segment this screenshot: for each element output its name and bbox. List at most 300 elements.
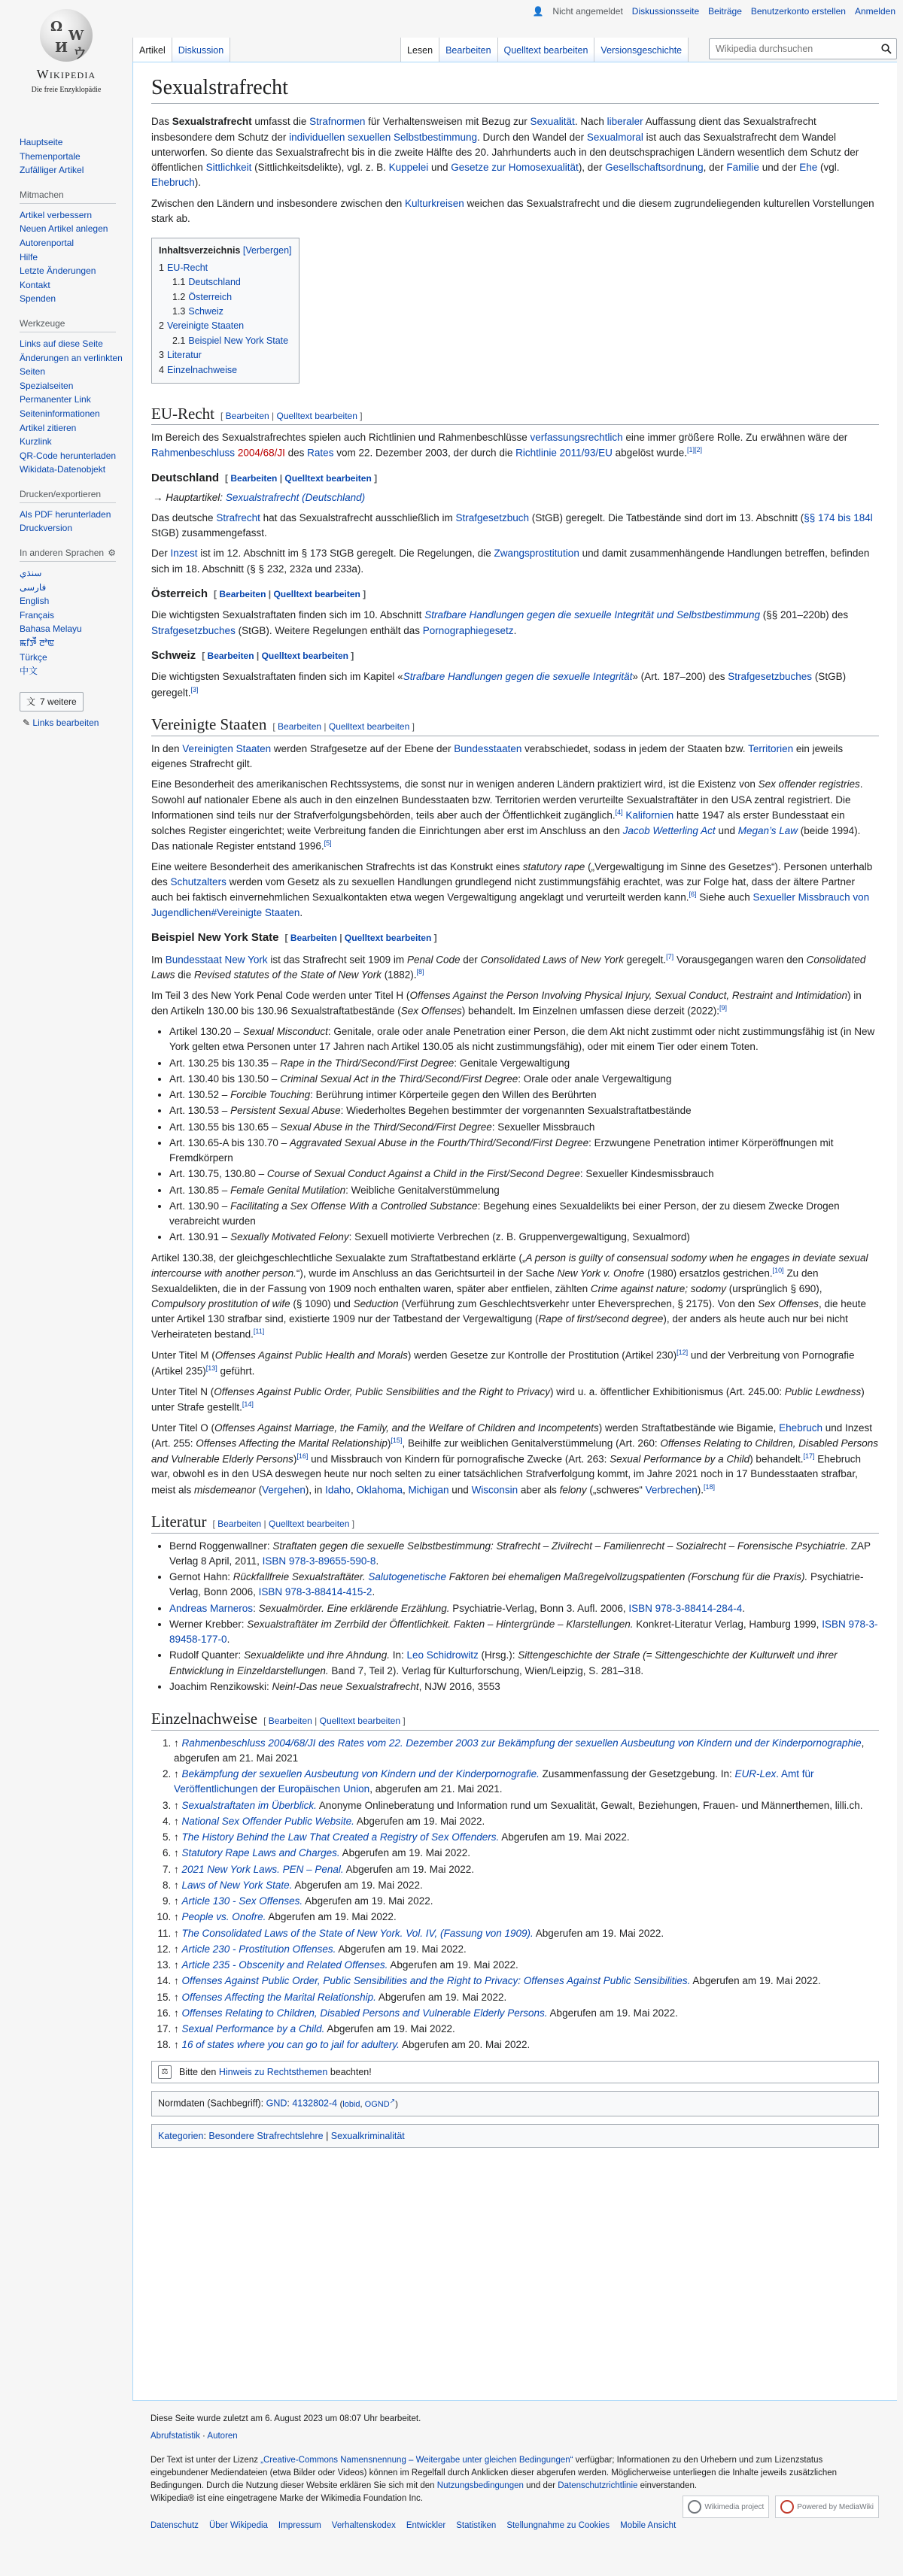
- inline-link[interactable]: Sexualstrafrecht (Deutschland): [225, 491, 366, 503]
- footer-links: [150, 2520, 879, 2532]
- sidebar-item-link[interactable]: Spezialseiten: [20, 380, 74, 391]
- inline-link[interactable]: ISBN 978-3-88414-284-4: [628, 1602, 743, 1614]
- inline-link[interactable]: verfassungsrechtlich: [530, 432, 623, 444]
- main-content: [132, 62, 897, 2401]
- sidebar-drucken: [20, 487, 132, 536]
- tab-edit-source[interactable]: [497, 38, 594, 62]
- wikimedia-badge[interactable]: [683, 2496, 769, 2518]
- puzzle-globe-icon: Ω W И ウ: [40, 9, 93, 62]
- language-link[interactable]: [20, 636, 132, 651]
- sidebar-item[interactable]: [20, 250, 132, 265]
- sidebar-item[interactable]: [20, 222, 132, 236]
- edit-source-link[interactable]: Quelltext bearbeiten: [261, 650, 348, 661]
- inline-link[interactable]: 16 of states where you can go to jail for adultery.: [181, 2039, 400, 2051]
- inline-link[interactable]: Kategorien: [158, 2130, 204, 2141]
- language-link[interactable]: [20, 594, 132, 608]
- authority-control: Normdaten (Sachbegriff): GND: 4132802-4 (lobid, OGND↗): [151, 2091, 879, 2116]
- reference-item: 18. ↑ 16 of states where you can go to jail for adultery. Abgerufen am 20. Mai 2022.: [174, 2037, 879, 2053]
- section-title: Schweiz: [151, 648, 196, 662]
- language-link-link[interactable]: ꯃꯤꯇꯩ ꯂꯣꯟ: [20, 638, 55, 649]
- inline-link[interactable]: Einzelnachweise: [166, 364, 238, 375]
- edit-link[interactable]: Bearbeiten: [268, 1716, 312, 1727]
- sidebar-mitmachen: [20, 188, 132, 306]
- legal-notice-text: Bitte den Hinweis zu Rechtsthemen beachten!: [179, 2066, 372, 2077]
- toc-item[interactable]: 4 Einzelnachweise: [159, 364, 238, 375]
- inline-link[interactable]: Offenses Against Public Order, Public Sensibilities and the Right to Privacy: Offenses Against Public Sensibilities.: [181, 1975, 691, 1987]
- inline-link[interactable]: Megan’s Law: [737, 824, 798, 836]
- edit-link[interactable]: Bearbeiten: [225, 410, 269, 421]
- footer: [132, 2401, 897, 2540]
- inline-link[interactable]: Kulturkreisen: [404, 197, 464, 209]
- inline-link[interactable]: 2021 New York Laws. PEN – Penal.: [181, 1863, 344, 1875]
- inline-link[interactable]: Sexualkriminalität: [330, 2130, 405, 2141]
- language-link-link[interactable]: فارسی: [20, 581, 47, 593]
- tab-discussion[interactable]: [172, 38, 230, 62]
- language-link[interactable]: [20, 664, 132, 678]
- inline-link[interactable]: Vereinigte Staaten: [166, 320, 245, 332]
- paragraph: Im Bundesstaat New York ist das Strafrecht seit 1909 im Penal Code der Consolidated Laws of New York geregelt.[7] Vorausgegangen waren den Consolidated Laws die Revised statutes of the State of New York (1882).[8]: [151, 952, 866, 981]
- sidebar-item-link[interactable]: Hilfe: [20, 251, 38, 262]
- inline-link[interactable]: Schweiz: [188, 306, 223, 317]
- section-heading: [151, 1511, 879, 1533]
- sidebar-item[interactable]: [20, 264, 132, 278]
- language-link[interactable]: [20, 608, 132, 623]
- talk-link[interactable]: Diskussionsseite: [631, 6, 700, 17]
- section-title: EU-Recht: [151, 404, 214, 423]
- reference-item: 10. ↑ People vs. Onofre. Abgerufen am 19. Mai 2022.: [174, 1910, 879, 1925]
- inline-link[interactable]: Bekämpfung der sexuellen Ausbeutung von Kindern und der Kinderpornografie.: [181, 1768, 540, 1780]
- language-link-link[interactable]: Bahasa Melayu: [20, 624, 82, 635]
- inline-link[interactable]: Familie: [726, 162, 759, 174]
- inline-link[interactable]: Article 230 - Prostitution Offenses.: [181, 1943, 336, 1955]
- section-heading: [151, 1708, 879, 1730]
- translate-icon: 文: [26, 696, 36, 707]
- sidebar-item-link[interactable]: Hauptseite: [20, 137, 63, 147]
- inline-link[interactable]: EUR-Lex. Amt für Veröffentlichungen der Europäischen Union: [174, 1768, 814, 1795]
- toc-title: [159, 244, 292, 258]
- paragraph: Unter Titel N (Offenses Against Public Order, Public Sensibilities and the Right to Privacy) wird u. a. öffentlicher Exhibitionismus (Art. 245.00: Public Lewdness) unter Strafe gestellt.[14]: [151, 1385, 865, 1413]
- sidebar-item[interactable]: [20, 150, 132, 164]
- language-link[interactable]: [20, 581, 132, 595]
- sidebar-item[interactable]: [20, 351, 132, 379]
- list-item: • Art. 130.85 – Female Genital Mutilation: Weibliche Genitalverstümmelung: [169, 1183, 879, 1198]
- reference-item: 13. ↑ Article 235 - Obscenity and Related Offenses. Abgerufen am 19. Mai 2022.: [174, 1958, 879, 1973]
- section-title: Vereinigte Staaten: [151, 715, 267, 734]
- inline-link[interactable]: Strafgesetzbuch: [455, 511, 530, 523]
- section-title: Literatur: [151, 1513, 207, 1531]
- paragraph: Unter Titel O (Offenses Against Marriage, the Family, and the Welfare of Children and Incompetents) werden Straftatbestände wie Bigamie, Ehebruch und Inzest (Art. 255: Offenses Affecting the Marital Relationship)[15], Beihilfe zur weiblichen Genitalverstümmelung (Art. 260: Offenses Relating to Children, Disabled Persons and Vulnerable Elderly Persons)[16] und Missbrauch von Kindern für pornografische Zwecke (Art. 263: Sexual Performance by a Child) behandelt.[17] Ehebruch war, obwohl es in den USA deswegen heute nur noch selten zu einer tatsächlichen Strafverfolgung kommt, im Jahre 2021 noch in 17 Bundesstaaten strafbar, meist als misdemeanor (Vergehen), in Idaho, Oklahoma, Michigan und Wisconsin aber als felony („schweres“ Verbrechen).[18]: [151, 1422, 878, 1496]
- portal-heading: Drucken/exportieren: [20, 487, 116, 503]
- sidebar-item-link[interactable]: Autorenportal: [20, 237, 74, 248]
- inline-link[interactable]: GND: [266, 2098, 287, 2109]
- sidebar-item[interactable]: [20, 337, 132, 351]
- inline-link[interactable]: Zwangsprostitution: [494, 548, 579, 560]
- inline-link[interactable]: EU-Recht: [166, 262, 208, 273]
- inline-link[interactable]: Ehebruch: [151, 177, 195, 189]
- inline-link[interactable]: Sexualmoral: [586, 131, 643, 143]
- inline-link[interactable]: Strafrecht: [216, 511, 260, 523]
- reference-item: 15. ↑ Offenses Affecting the Marital Relationship. Abgerufen am 19. Mai 2022.: [174, 1990, 879, 2005]
- sidebar-item-link[interactable]: Seiteninformationen: [20, 408, 100, 419]
- inline-link[interactable]: Strafgesetzbuches: [728, 671, 813, 683]
- sidebar-item[interactable]: [20, 421, 132, 435]
- sidebar-item[interactable]: [20, 292, 132, 306]
- inline-link[interactable]: Idaho: [325, 1484, 351, 1496]
- reference-item: 11. ↑ The Consolidated Laws of the State of New York. Vol. IV, (Fassung von 1909). Abgerufen am 19. Mai 2022.: [174, 1926, 879, 1941]
- inline-link[interactable]: Pornographiegesetz: [422, 624, 514, 636]
- footer-link[interactable]: Mobile Ansicht: [620, 2520, 676, 2530]
- section-edit-links: [ Bearbeiten | Quelltext bearbeiten ]: [202, 650, 354, 661]
- inline-link[interactable]: Leo Schidrowitz: [406, 1649, 479, 1661]
- inline-link[interactable]: Laws of New York State.: [181, 1879, 293, 1891]
- inline-link[interactable]: Autoren: [207, 2432, 238, 2441]
- edit-links[interactable]: [23, 716, 132, 730]
- edit-source-link[interactable]: Quelltext bearbeiten: [276, 410, 357, 421]
- list-item: • Art. 130.53 – Persistent Sexual Abuse: Wiederholtes Begehen bestimmter der vorgenannten Sexualstraftatbestände: [169, 1103, 879, 1118]
- literature-item: • Bernd Roggenwallner: Straftaten gegen die sexuelle Selbstbestimmung: Strafrecht – Zivilrecht – Familienrecht – Sozialrecht – Forensische Psychiatrie. ZAP Verlag 8 April, 2011, ISBN 978-3-89655-590-8.: [169, 1539, 879, 1570]
- language-link-link[interactable]: Türkçe: [20, 651, 47, 663]
- language-link-link[interactable]: سنڌي: [20, 568, 42, 579]
- portal-heading: Werkzeuge: [20, 317, 116, 332]
- inline-link[interactable]: Wisconsin: [471, 1484, 518, 1496]
- sidebar-item[interactable]: [20, 435, 132, 449]
- inline-link[interactable]: Österreich: [188, 291, 233, 302]
- section-edit-links: [ Bearbeiten | Quelltext bearbeiten ]: [212, 1519, 355, 1530]
- list-item: • Art. 130.55 bis 130.65 – Sexual Abuse in the Third/Second/First Degree: Sexueller Missbrauch: [169, 1120, 879, 1135]
- inline-link[interactable]: ISBN 978-3-88414-415-2: [258, 1586, 372, 1598]
- footer-link[interactable]: Statistiken: [456, 2520, 497, 2530]
- inline-link[interactable]: Hinweis zu Rechtsthemen: [218, 2066, 328, 2077]
- section-edit-links: [ Bearbeiten | Quelltext bearbeiten ]: [284, 933, 437, 944]
- edit-link[interactable]: Bearbeiten: [230, 473, 278, 484]
- footer-stats-links: Abrufstatistik · Autoren: [150, 2432, 238, 2441]
- inline-link[interactable]: Strafnormen: [309, 116, 366, 128]
- sidebar-item-link[interactable]: Druckversion: [20, 523, 73, 534]
- legal-notice-box: [151, 2061, 879, 2084]
- reference-item: 9. ↑ Article 130 - Sex Offenses. Abgerufen am 19. Mai 2022.: [174, 1894, 879, 1909]
- reference-item: 6. ↑ Statutory Rape Laws and Charges. Abgerufen am 19. Mai 2022.: [174, 1846, 879, 1861]
- tab-label: Versionsgeschichte: [600, 45, 683, 56]
- tab-label: Lesen: [407, 45, 433, 56]
- footer-link[interactable]: Entwickler: [406, 2520, 446, 2530]
- reference-item: 17. ↑ Sexual Performance by a Child. Abgerufen am 19. Mai 2022.: [174, 2022, 879, 2037]
- sidebar-item-link[interactable]: QR-Code herunterladen: [20, 450, 117, 461]
- reference-item: 5. ↑ The History Behind the Law That Created a Registry of Sex Offenders. Abgerufen am 19. Mai 2022.: [174, 1830, 879, 1845]
- list-item: • Art. 130.75, 130.80 – Course of Sexual Conduct Against a Child in the First/Second Degree: Sexueller Kindesmissbrauch: [169, 1167, 879, 1182]
- wikimedia-icon: [688, 2500, 701, 2514]
- literature-item: • Werner Krebber: Sexualstraftäter im Zerrbild der Öffentlichkeit. Fakten – Hintergründe – Klarstellungen. Konkret-Literatur Verlag, Hamburg 1999, ISBN 978-3-89458-177-0.: [169, 1617, 879, 1648]
- inline-link[interactable]: Richtlinie 2011/93/EU: [515, 447, 613, 459]
- inline-link[interactable]: Besondere Strafrechtslehre: [208, 2130, 324, 2141]
- sidebar-item-link[interactable]: Artikel zitieren: [20, 422, 77, 433]
- reference-item: 16. ↑ Offenses Relating to Children, Disabled Persons and Vulnerable Elderly Persons. Abgerufen am 19. Mai 2022.: [174, 2006, 879, 2021]
- sidebar-item[interactable]: [20, 508, 132, 522]
- inline-link[interactable]: Strafbare Handlungen gegen die sexuelle Integrität und Selbstbestimmung: [424, 609, 760, 621]
- sidebar-item[interactable]: [20, 236, 132, 250]
- inline-link[interactable]: Inzest: [170, 548, 198, 560]
- literature-item: • Gernot Hahn: Rückfallfreie Sexualstraftäter. Salutogenetische Faktoren bei ehemaligen Maßregelvollzugspatienten (Forschung für die Praxis). Psychiatrie-Verlag, Bonn 2006, ISBN 978-3-88414-415-2.: [169, 1570, 879, 1601]
- intro-paragraph-2: Zwischen den Ländern und insbesondere zwischen den Kulturkreisen weichen das Sexualstrafrecht und die diesem zugrundeliegenden kulturellen Vorstellungen stark ab.: [151, 197, 874, 224]
- mediawiki-badge[interactable]: [775, 2496, 879, 2518]
- badge-label: Powered by MediaWiki: [797, 2502, 874, 2511]
- sidebar-item-link[interactable]: Kurzlink: [20, 436, 52, 448]
- reference-item: 8. ↑ Laws of New York State. Abgerufen am 19. Mai 2022.: [174, 1878, 879, 1893]
- inline-link[interactable]: Kuppelei: [388, 162, 429, 174]
- mediawiki-icon: [780, 2500, 794, 2514]
- inline-link[interactable]: The Consolidated Laws of the State of New York. Vol. IV, (Fassung von 1909).: [181, 1927, 534, 1939]
- sidebar-item-link[interactable]: Neuen Artikel anlegen: [20, 223, 108, 235]
- reference-item: 14. ↑ Offenses Against Public Order, Public Sensibilities and the Right to Privacy: Offenses Against Public Sensibilities. Abgerufen am 19. Mai 2022.: [174, 1974, 879, 1989]
- inline-link[interactable]: Ehebruch: [779, 1422, 822, 1434]
- section-title: Einzelnachweise: [151, 1710, 258, 1728]
- sidebar-item[interactable]: [20, 163, 132, 177]
- inline-link[interactable]: Sexualität: [530, 116, 575, 128]
- category-links: Kategorien: Besondere Strafrechtslehre | Sexualkriminalität: [151, 2124, 879, 2149]
- toc-item[interactable]: 1.1 Deutschland: [172, 277, 241, 288]
- subsection-heading: [151, 470, 879, 487]
- tab-edit[interactable]: [439, 38, 497, 62]
- tab-read[interactable]: [400, 38, 439, 62]
- footer-link[interactable]: Verhaltenskodex: [331, 2520, 396, 2530]
- inline-link[interactable]: Strafbare Handlungen gegen die sexuelle Integrität: [403, 671, 633, 683]
- more-languages-button[interactable]: [20, 692, 84, 712]
- inline-link[interactable]: People vs. Onofre.: [181, 1911, 266, 1923]
- inline-link[interactable]: Jacob Wetterling Act: [622, 824, 716, 836]
- inline-link[interactable]: Verbrechen: [645, 1484, 698, 1496]
- table-of-contents: [151, 238, 299, 384]
- sidebar-item-link[interactable]: Themenportale: [20, 150, 81, 162]
- inline-link[interactable]: The History Behind the Law That Created a Registry of Sex Offenders.: [181, 1831, 500, 1843]
- inline-link[interactable]: Sexueller Missbrauch von Jugendlichen#Vereinigte Staaten: [151, 891, 870, 918]
- inline-link[interactable]: Nutzungsbedingungen: [436, 2481, 524, 2490]
- language-link[interactable]: [20, 622, 132, 636]
- inline-link[interactable]: Sexual Performance by a Child.: [181, 2023, 325, 2035]
- subsection-heading: [151, 648, 879, 665]
- inline-link[interactable]: Abrufstatistik: [150, 2432, 200, 2441]
- language-link-link[interactable]: Français: [20, 609, 55, 620]
- inline-link[interactable]: ISBN 978-3-89458-177-0: [169, 1618, 878, 1646]
- sidebar-werkzeuge: [20, 317, 132, 477]
- inline-link[interactable]: Gesellschaftsordnung: [605, 162, 704, 174]
- toc-item[interactable]: 2 Vereinigte Staaten: [159, 320, 245, 332]
- inline-link[interactable]: liberaler: [607, 116, 643, 128]
- sidebar-item-link[interactable]: Als PDF herunterladen: [20, 508, 111, 520]
- footer-link[interactable]: Über Wikipedia: [208, 2520, 268, 2530]
- edit-link[interactable]: Bearbeiten: [219, 588, 266, 599]
- section-heading: [151, 714, 879, 736]
- sidebar-item-link[interactable]: Zufälliger Artikel: [20, 165, 84, 176]
- license-text: Der Text ist unter der Lizenz „Creative-Commons Namensnennung – Weitergabe unter gleichen Bedingungen“ verfügbar; Informationen zu den Urhebern und zum Lizenzstatus eingebundener Mediendateien (etwa Bilder oder Videos) können im Regelfall durch Anklicken dieser abgerufen werden. Möglicherweise unterliegen die Inhalte jeweils zusätzlichen Bedingungen. Durch die Nutzung dieser Website erklären Sie sich mit den Nutzungsbedingungen und der Datenschutzrichtlinie einverstanden. Wikipedia® ist eine eingetragene Marke der Wikimedia Foundation Inc.: [150, 2455, 838, 2504]
- subsection-heading: [151, 586, 879, 603]
- badge-label: Wikimedia project: [704, 2502, 765, 2511]
- inline-link[interactable]: Beispiel New York State: [188, 335, 289, 346]
- page-title: Sexualstrafrecht: [151, 74, 879, 104]
- scales-icon: ⚖: [158, 2065, 172, 2079]
- search-icon[interactable]: [877, 39, 896, 59]
- sidebar-item[interactable]: [20, 393, 132, 407]
- footer-link[interactable]: Datenschutz: [150, 2520, 199, 2530]
- toc-item[interactable]: 1.3 Schweiz: [172, 306, 223, 317]
- edit-source-link[interactable]: Quelltext bearbeiten: [319, 1716, 401, 1727]
- inline-link[interactable]: Article 130 - Sex Offenses.: [181, 1895, 303, 1907]
- inline-link[interactable]: Territorien: [748, 742, 794, 754]
- edit-link[interactable]: Bearbeiten: [290, 933, 337, 944]
- sidebar-item-link[interactable]: Letzte Änderungen: [20, 265, 96, 277]
- inline-link[interactable]: OGND: [364, 2099, 390, 2109]
- reference-item: 1. ↑ Rahmenbeschluss 2004/68/JI des Rates vom 22. Dezember 2003 zur Bekämpfung der sexuellen Ausbeutung von Kindern und der Kinderpornographie, abgerufen am 21. Mai 2021: [174, 1736, 879, 1767]
- section-title: Deutschland: [151, 472, 220, 485]
- inline-link[interactable]: Oklahoma: [356, 1484, 403, 1496]
- view-tabs: [400, 38, 689, 62]
- sidebar-item[interactable]: [20, 278, 132, 293]
- user-icon: 👤: [532, 6, 544, 17]
- tab-label: Quelltext bearbeiten: [503, 45, 588, 56]
- languages-heading: In anderen Sprachen: [20, 548, 105, 559]
- language-link-link[interactable]: English: [20, 596, 50, 607]
- inline-link[interactable]: Michigan: [408, 1484, 449, 1496]
- inline-link[interactable]: Schutzalters: [170, 875, 227, 887]
- edit-source-link[interactable]: Quelltext bearbeiten: [273, 588, 360, 599]
- tab-history[interactable]: [594, 38, 689, 62]
- reference-item: 12. ↑ Article 230 - Prostitution Offenses. Abgerufen am 19. Mai 2022.: [174, 1942, 879, 1957]
- tab-label: Diskussion: [178, 45, 224, 56]
- inline-link[interactable]: Vergehen: [262, 1484, 306, 1496]
- sidebar-item[interactable]: [20, 407, 132, 421]
- tab-article[interactable]: [132, 38, 172, 62]
- inline-link[interactable]: Offenses Affecting the Marital Relationship.: [181, 1991, 376, 2003]
- toc-item[interactable]: 1 EU-Recht: [159, 262, 208, 273]
- inline-link[interactable]: Gesetze zur Homosexualität: [451, 162, 579, 174]
- footer-link[interactable]: Impressum: [278, 2520, 321, 2530]
- contributions-link[interactable]: Beiträge: [708, 6, 742, 17]
- toc-item[interactable]: 2.1 Beispiel New York State: [172, 335, 289, 346]
- sidebar-item[interactable]: [20, 379, 132, 393]
- language-link[interactable]: [20, 566, 132, 581]
- inline-link[interactable]: Article 235 - Obscenity and Related Offenses.: [181, 1959, 388, 1971]
- list-item: • Artikel 130.20 – Sexual Misconduct: Genitale, orale oder anale Penetration einer Person, die dem Akt nicht zustimmt oder nicht zustimmungsfähig ist (in New York gelten etwa Personen unter 17 Jahren nach Artikel 130.05 als nicht zustimmungsfähig), oder mit einem Tier oder einem Toten.: [169, 1024, 879, 1055]
- toc-item[interactable]: 1.2 Österreich: [172, 291, 233, 302]
- section-title: Beispiel New York State: [151, 931, 279, 945]
- section-title: Österreich: [151, 587, 208, 600]
- inline-link[interactable]: Deutschland: [188, 277, 241, 288]
- sidebar-item-link[interactable]: Links auf diese Seite: [20, 338, 103, 349]
- literature-item: • Andreas Marneros: Sexualmörder. Eine erklärende Erzählung. Psychiatrie-Verlag, Bonn 3. Aufl. 2006, ISBN 978-3-88414-284-4.: [169, 1601, 879, 1616]
- sidebar-item-link[interactable]: Änderungen an verlinkten Seiten: [20, 352, 123, 378]
- reference-item: 4. ↑ National Sex Offender Public Website. Abgerufen am 19. Mai 2022.: [174, 1814, 879, 1829]
- inline-link[interactable]: Salutogenetische: [368, 1571, 446, 1583]
- sidebar-item[interactable]: [20, 135, 132, 150]
- reference-item: 7. ↑ 2021 New York Laws. PEN – Penal. Abgerufen am 19. Mai 2022.: [174, 1862, 879, 1877]
- inline-link[interactable]: National Sex Offender Public Website.: [181, 1815, 354, 1827]
- search-input[interactable]: [716, 44, 877, 54]
- inline-link[interactable]: Statutory Rape Laws and Charges.: [181, 1847, 340, 1859]
- list-item: • Art. 130.25 bis 130.35 – Rape in the Third/Second/First Degree: Genitale Vergewaltigung: [169, 1056, 879, 1071]
- search-box: [709, 38, 897, 59]
- edit-links-label: Links bearbeiten: [32, 717, 99, 728]
- main-article-hatnote: → Hauptartikel: Sexualstrafrecht (Deutschland): [153, 491, 366, 503]
- edit-source-link[interactable]: Quelltext bearbeiten: [344, 933, 432, 944]
- edit-source-link[interactable]: Quelltext bearbeiten: [328, 721, 410, 733]
- tab-label: Artikel: [139, 45, 166, 56]
- inline-link[interactable]: Bundesstaat New York: [165, 954, 268, 966]
- inline-link[interactable]: Strafgesetzbuches: [151, 624, 236, 636]
- inline-link[interactable]: Sexualstraftaten im Überblick.: [181, 1799, 317, 1811]
- sidebar-item[interactable]: [20, 449, 132, 463]
- sidebar-item-link[interactable]: Permanenter Link: [20, 394, 91, 405]
- sidebar-item-link[interactable]: Kontakt: [20, 279, 50, 290]
- user-toolbar: [532, 5, 895, 18]
- sidebar-item[interactable]: [20, 521, 132, 536]
- paragraph: Im Teil 3 des New York Penal Code werden unter Titel H (Offenses Against the Person Involving Physical Injury, Sexual Conduct, Restraint and Intimidation) in den Artikeln 130.00 bis 130.96 Sexualstraftatbestände (Sex Offenses) behandelt. Im Einzelnen umfassen diese derzeit (2022):[9]: [151, 990, 862, 1017]
- inline-link[interactable]: Rates: [307, 447, 334, 459]
- list-item: • Art. 130.90 – Facilitating a Sex Offense With a Controlled Substance: Begehung eines Sexualdelikts bei einer Person, der zu diesem Zwecke Drogen verabreicht wurden: [169, 1199, 879, 1230]
- gear-icon[interactable]: ⚙: [108, 548, 116, 559]
- tab-label: Bearbeiten: [445, 45, 491, 56]
- footer-link[interactable]: Stellungnahme zu Cookies: [506, 2520, 610, 2530]
- inline-link[interactable]: individuellen sexuellen Selbstbestimmung: [289, 131, 478, 143]
- sidebar-item-link[interactable]: Wikidata-Datenobjekt: [20, 464, 106, 475]
- edit-link[interactable]: Bearbeiten: [278, 721, 322, 733]
- edit-source-link[interactable]: Quelltext bearbeiten: [268, 1519, 350, 1530]
- inline-link[interactable]: §§ 174 bis 184l: [804, 511, 873, 523]
- inline-link[interactable]: Offenses Relating to Children, Disabled Persons and Vulnerable Elderly Persons.: [181, 2007, 548, 2019]
- inline-link[interactable]: Vereinigten Staaten: [182, 742, 272, 754]
- more-languages-label: 7 weitere: [40, 696, 77, 707]
- paragraph: Das deutsche Strafrecht hat das Sexualstrafrecht ausschließlich im Strafgesetzbuch (StGB) geregelt. Die Tatbestände sind dort im 13. Abschnitt (§§ 174 bis 184l StGB) zusammengefasst.: [151, 511, 873, 539]
- namespace-tabs: [132, 38, 230, 62]
- sidebar-item[interactable]: [20, 463, 132, 477]
- paragraph: Unter Titel M (Offenses Against Public Health and Morals) werden Gesetze zur Kontrolle der Prostitution (Artikel 230)[12] und der Verbreitung von Pornografie (Artikel 235)[13] geführt.: [151, 1349, 855, 1377]
- list-item: • Art. 130.40 bis 130.50 – Criminal Sexual Act in the Third/Second/First Degree: Orale oder anale Vergewaltigung: [169, 1072, 879, 1087]
- section-heading: [151, 403, 879, 425]
- toc-hide-toggle[interactable]: [Verbergen]: [242, 245, 292, 256]
- inline-link[interactable]: Rahmenbeschluss: [151, 447, 236, 459]
- last-modified: Diese Seite wurde zuletzt am 6. August 2023 um 08:07 Uhr bearbeitet.: [150, 2414, 421, 2423]
- language-link-link[interactable]: 中文: [20, 666, 38, 677]
- inline-link[interactable]: Ehe: [799, 162, 818, 174]
- inline-link[interactable]: Bundesstaaten: [454, 742, 522, 754]
- sidebar-item[interactable]: [20, 208, 132, 223]
- paragraph: Artikel 130.38, der gleichgeschlechtliche Sexualakte zum Straftatbestand erklärte („A person is guilty of consensual sodomy when he engages in deviate sexual intercourse with another person.“), wurde im Anschluss an das Gerichtsurteil in der Sache New York v. Onofre (1980) ersatzlos gestrichen.[10] Zu den Sexualdelikten, die in der Fassung von 1909 noch enthalten waren, später aber entfielen, zählten Crime against nature; sodomy (ursprünglich § 690), Compulsory prostitution of wife (§ 1090) und Seduction (Verführung zum Geschlechtsverkehr unter Eheversprechen, § 2175). Von den Sex Offenses, die heute unter Artikel 130 strafbar sind, existierte 1909 nur der Tatbestand der Vergewaltigung (Rape of first/second degree), der anders als heute auch nur bei nicht Verheirateten bestand.[11]: [151, 1252, 868, 1340]
- inline-link[interactable]: lobid: [342, 2099, 360, 2109]
- inline-link[interactable]: Sittlichkeit: [205, 162, 252, 174]
- sidebar-item-link[interactable]: Artikel verbessern: [20, 209, 93, 220]
- sidebar-item-link[interactable]: Spenden: [20, 293, 56, 305]
- toc-item[interactable]: 3 Literatur: [159, 350, 202, 361]
- inline-link[interactable]: ISBN 978-3-89655-590-8: [262, 1555, 376, 1567]
- edit-source-link[interactable]: Quelltext bearbeiten: [284, 473, 372, 484]
- logo-wordmark: Wikipedia: [36, 67, 96, 81]
- inline-link[interactable]: 4132802-4: [292, 2098, 338, 2109]
- create-account-link[interactable]: Benutzerkonto erstellen: [750, 6, 846, 17]
- section-edit-links: [ Bearbeiten | Quelltext bearbeiten ]: [214, 588, 366, 599]
- inline-link[interactable]: „Creative-Commons Namensnennung – Weitergabe unter gleichen Bedingungen“: [260, 2455, 573, 2465]
- inline-link[interactable]: Andreas Marneros: [169, 1602, 254, 1614]
- reference-item: 3. ↑ Sexualstraftaten im Überblick. Anonyme Onlineberatung und Information rund um Sexualität, Gewalt, Beziehungen, Frauen- und Männerthemen, lilli.ch.: [174, 1798, 879, 1813]
- inline-link[interactable]: Datenschutzrichtlinie: [558, 2481, 638, 2490]
- wikipedia-logo[interactable]: [6, 2, 126, 96]
- list-item: • Art. 130.91 – Sexually Motivated Felony: Sexuell motivierte Verbrechen (z. B. Gruppenvergewaltigung, Sexualmord): [169, 1230, 879, 1245]
- portal-heading: [20, 546, 116, 562]
- edit-link[interactable]: Bearbeiten: [217, 1519, 262, 1530]
- language-link[interactable]: [20, 651, 132, 665]
- inline-link[interactable]: Kalifornien: [625, 809, 674, 821]
- inline-link[interactable]: Literatur: [166, 350, 202, 361]
- edit-link[interactable]: Bearbeiten: [207, 650, 254, 661]
- login-link[interactable]: Anmelden: [854, 6, 895, 17]
- paragraph: Die wichtigsten Sexualstraftaten finden sich im 10. Abschnitt Strafbare Handlungen gegen die sexuelle Integrität und Selbstbestimmung (§§ 201–220b) des Strafgesetzbuches (StGB). Weitere Regelungen enthält das Pornographiegesetz.: [151, 609, 849, 636]
- inline-link[interactable]: Rahmenbeschluss 2004/68/JI des Rates vom 22. Dezember 2003 zur Bekämpfung der sexuellen Ausbeutung von Kindern und der Kinderpornographie: [181, 1737, 862, 1749]
